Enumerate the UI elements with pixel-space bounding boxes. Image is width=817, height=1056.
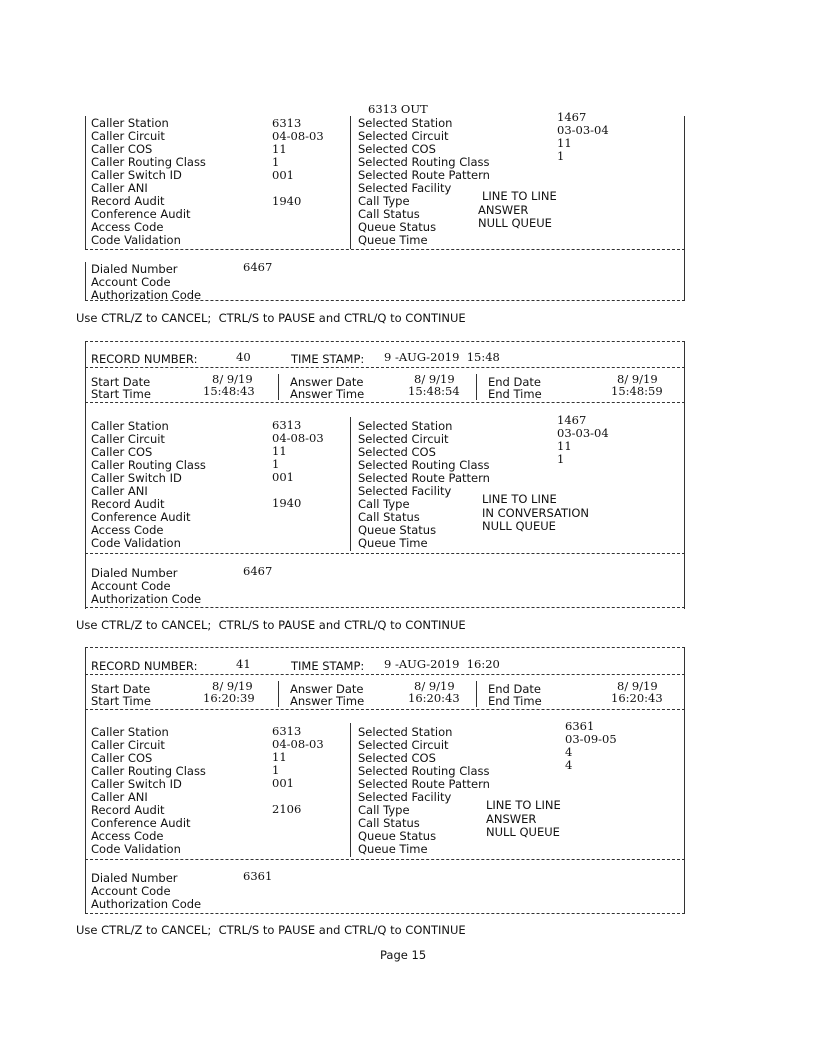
dialed-number-label: Dialed Number	[91, 262, 178, 276]
selected-station-value: 1467	[557, 110, 587, 124]
call-type-label: Call Type	[358, 497, 410, 511]
selected-facility-label: Selected Facility	[358, 790, 452, 804]
selected-circuit-value: 03-09-05	[565, 732, 617, 746]
section-divider	[85, 674, 685, 675]
code-validation-label: Code Validation	[91, 233, 181, 247]
answer-time-value: 16:20:43	[408, 691, 460, 705]
right-border	[684, 341, 685, 609]
account-code-label: Account Code	[91, 579, 171, 593]
selected-route-pattern-label: Selected Route Pattern	[358, 471, 490, 485]
section-divider	[85, 553, 685, 554]
dialed-number-label: Dialed Number	[91, 566, 178, 580]
call-status-label: Call Status	[358, 207, 420, 221]
selected-station-label: Selected Station	[358, 725, 453, 739]
caller-circuit-value: 04-08-03	[272, 431, 324, 445]
ctrl-instructions: Use CTRL/Z to CANCEL; CTRL/S to PAUSE and CTRL/Q to CONTINUE	[76, 923, 466, 937]
caller-routing-class-label: Caller Routing Class	[91, 155, 206, 169]
authorization-code-label: Authorization Code	[91, 288, 202, 302]
queue-status-label: Queue Status	[358, 829, 437, 843]
start-date-label: Start Date	[91, 375, 151, 389]
account-code-label: Account Code	[91, 884, 171, 898]
conference-audit-label: Conference Audit	[91, 816, 191, 830]
caller-routing-class-label: Caller Routing Class	[91, 458, 206, 472]
dialed-number-value: 6467	[243, 564, 273, 578]
record-number-label: RECORD NUMBER:	[91, 659, 198, 673]
selected-station-value: 1467	[557, 413, 587, 427]
selected-station-value: 6361	[565, 719, 595, 733]
caller-cos-label: Caller COS	[91, 445, 153, 459]
answer-time-label: Answer Time	[290, 387, 365, 401]
record-audit-value: 1940	[272, 496, 302, 510]
call-type-label: Call Type	[358, 803, 410, 817]
record-audit-label: Record Audit	[91, 194, 165, 208]
authorization-code-label: Authorization Code	[91, 897, 202, 911]
caller-routing-class-value: 1	[272, 457, 280, 471]
left-border	[85, 341, 86, 609]
selected-route-pattern-label: Selected Route Pattern	[358, 168, 490, 182]
selected-circuit-label: Selected Circuit	[358, 129, 449, 143]
selected-route-pattern-label: Selected Route Pattern	[358, 777, 490, 791]
section-divider	[85, 709, 685, 710]
access-code-label: Access Code	[91, 220, 164, 234]
end-time-label: End Time	[488, 387, 542, 401]
selected-circuit-value: 03-03-04	[557, 123, 609, 137]
left-border	[85, 116, 86, 249]
queue-time-label: Queue Time	[358, 842, 428, 856]
right-border	[684, 647, 685, 914]
selected-facility-label: Selected Facility	[358, 484, 452, 498]
time-stamp-value: 9 -AUG-2019 15:48	[384, 350, 500, 364]
end-date-value: 8/ 9/19	[617, 372, 658, 386]
selected-cos-value: 11	[557, 439, 572, 453]
caller-switch-id-value: 001	[272, 168, 294, 182]
record-number-value: 41	[236, 657, 251, 671]
selected-station-label: Selected Station	[358, 116, 453, 130]
column-divider	[476, 681, 477, 707]
caller-cos-label: Caller COS	[91, 142, 153, 156]
account-code-label: Account Code	[91, 275, 171, 289]
section-divider	[85, 249, 685, 250]
start-time-label: Start Time	[91, 387, 151, 401]
caller-ani-label: Caller ANI	[91, 790, 148, 804]
column-divider	[350, 116, 351, 249]
answer-date-label: Answer Date	[290, 682, 364, 696]
caller-cos-value: 11	[272, 444, 287, 458]
dialed-number-label: Dialed Number	[91, 871, 178, 885]
selected-cos-label: Selected COS	[358, 142, 436, 156]
time-stamp-label: TIME STAMP:	[291, 659, 365, 673]
call-status-label: Call Status	[358, 816, 420, 830]
selected-facility-label: Selected Facility	[358, 181, 452, 195]
selected-routing-class-value: 1	[557, 149, 565, 163]
end-time-value: 15:48:59	[611, 384, 663, 398]
access-code-label: Access Code	[91, 829, 164, 843]
conference-audit-label: Conference Audit	[91, 510, 191, 524]
caller-switch-id-label: Caller Switch ID	[91, 777, 182, 791]
caller-circuit-value: 04-08-03	[272, 737, 324, 751]
start-time-value: 15:48:43	[203, 384, 255, 398]
call-status-value: ANSWER	[478, 203, 529, 217]
record-number-value: 40	[236, 350, 251, 364]
ctrl-instructions: Use CTRL/Z to CANCEL; CTRL/S to PAUSE and CTRL/Q to CONTINUE	[76, 311, 466, 325]
caller-ani-label: Caller ANI	[91, 181, 148, 195]
caller-station-value: 6313	[272, 418, 302, 432]
selected-cos-label: Selected COS	[358, 445, 436, 459]
queue-status-value: NULL QUEUE	[478, 216, 552, 230]
call-type-label: Call Type	[358, 194, 410, 208]
section-divider	[85, 913, 685, 914]
dialed-number-value: 6467	[243, 260, 273, 274]
selected-routing-class-label: Selected Routing Class	[358, 458, 490, 472]
end-date-value: 8/ 9/19	[617, 679, 658, 693]
column-divider	[278, 374, 279, 400]
queue-time-label: Queue Time	[358, 536, 428, 550]
column-divider	[350, 723, 351, 857]
selected-routing-class-value: 1	[557, 452, 565, 466]
selected-cos-label: Selected COS	[358, 751, 436, 765]
record-number-label: RECORD NUMBER:	[91, 352, 198, 366]
section-divider	[85, 300, 685, 301]
selected-cos-value: 11	[557, 136, 572, 150]
column-divider	[476, 374, 477, 400]
selected-routing-class-value: 4	[565, 758, 573, 772]
selected-circuit-value: 03-03-04	[557, 426, 609, 440]
caller-routing-class-value: 1	[272, 763, 280, 777]
queue-status-value: NULL QUEUE	[486, 825, 560, 839]
page-number: Page 15	[380, 948, 427, 962]
end-date-label: End Date	[488, 375, 541, 389]
code-validation-label: Code Validation	[91, 536, 181, 550]
caller-station-label: Caller Station	[91, 116, 169, 130]
answer-date-value: 8/ 9/19	[414, 372, 455, 386]
caller-cos-label: Caller COS	[91, 751, 153, 765]
access-code-label: Access Code	[91, 523, 164, 537]
left-border	[85, 647, 86, 914]
caller-circuit-label: Caller Circuit	[91, 129, 165, 143]
section-divider	[85, 859, 685, 860]
call-type-value: LINE TO LINE	[482, 492, 557, 506]
conference-audit-label: Conference Audit	[91, 207, 191, 221]
record-header-out: 6313 OUT	[368, 102, 428, 116]
selected-circuit-label: Selected Circuit	[358, 432, 449, 446]
caller-switch-id-label: Caller Switch ID	[91, 168, 182, 182]
start-time-label: Start Time	[91, 694, 151, 708]
column-divider	[350, 417, 351, 551]
section-divider	[85, 647, 685, 648]
queue-time-label: Queue Time	[358, 233, 428, 247]
answer-date-value: 8/ 9/19	[414, 679, 455, 693]
record-audit-label: Record Audit	[91, 497, 165, 511]
caller-cos-value: 11	[272, 142, 287, 156]
answer-time-value: 15:48:54	[408, 384, 460, 398]
section-divider	[85, 607, 685, 608]
section-divider	[85, 341, 685, 342]
caller-routing-class-value: 1	[272, 155, 280, 169]
start-date-value: 8/ 9/19	[212, 679, 253, 693]
answer-date-label: Answer Date	[290, 375, 364, 389]
caller-station-label: Caller Station	[91, 725, 169, 739]
left-border	[85, 262, 86, 300]
queue-status-label: Queue Status	[358, 220, 437, 234]
call-type-value: LINE TO LINE	[482, 189, 557, 203]
code-validation-label: Code Validation	[91, 842, 181, 856]
end-date-label: End Date	[488, 682, 541, 696]
end-time-value: 16:20:43	[611, 691, 663, 705]
caller-station-value: 6313	[272, 116, 302, 130]
caller-station-value: 6313	[272, 724, 302, 738]
selected-station-label: Selected Station	[358, 419, 453, 433]
caller-routing-class-label: Caller Routing Class	[91, 764, 206, 778]
call-status-value: IN CONVERSATION	[482, 506, 590, 520]
dialed-number-value: 6361	[243, 869, 273, 883]
section-divider	[85, 367, 685, 368]
caller-circuit-label: Caller Circuit	[91, 432, 165, 446]
selected-circuit-label: Selected Circuit	[358, 738, 449, 752]
selected-cos-value: 4	[565, 745, 573, 759]
column-divider	[278, 681, 279, 707]
call-status-label: Call Status	[358, 510, 420, 524]
time-stamp-label: TIME STAMP:	[291, 352, 365, 366]
start-time-value: 16:20:39	[203, 691, 255, 705]
caller-ani-label: Caller ANI	[91, 484, 148, 498]
call-type-value: LINE TO LINE	[486, 798, 561, 812]
record-audit-value: 1940	[272, 194, 302, 208]
authorization-code-label: Authorization Code	[91, 592, 202, 606]
caller-switch-id-value: 001	[272, 470, 294, 484]
section-divider	[85, 402, 685, 403]
answer-time-label: Answer Time	[290, 694, 365, 708]
start-date-value: 8/ 9/19	[212, 372, 253, 386]
selected-routing-class-label: Selected Routing Class	[358, 155, 490, 169]
start-date-label: Start Date	[91, 682, 151, 696]
end-time-label: End Time	[488, 694, 542, 708]
right-border	[684, 116, 685, 300]
ctrl-instructions: Use CTRL/Z to CANCEL; CTRL/S to PAUSE and CTRL/Q to CONTINUE	[76, 618, 466, 632]
call-status-value: ANSWER	[486, 812, 537, 826]
caller-switch-id-label: Caller Switch ID	[91, 471, 182, 485]
caller-cos-value: 11	[272, 750, 287, 764]
record-audit-value: 2106	[272, 802, 302, 816]
selected-routing-class-label: Selected Routing Class	[358, 764, 490, 778]
caller-station-label: Caller Station	[91, 419, 169, 433]
caller-switch-id-value: 001	[272, 776, 294, 790]
record-audit-label: Record Audit	[91, 803, 165, 817]
queue-status-label: Queue Status	[358, 523, 437, 537]
caller-circuit-label: Caller Circuit	[91, 738, 165, 752]
caller-circuit-value: 04-08-03	[272, 129, 324, 143]
queue-status-value: NULL QUEUE	[482, 519, 556, 533]
time-stamp-value: 9 -AUG-2019 16:20	[384, 657, 500, 671]
